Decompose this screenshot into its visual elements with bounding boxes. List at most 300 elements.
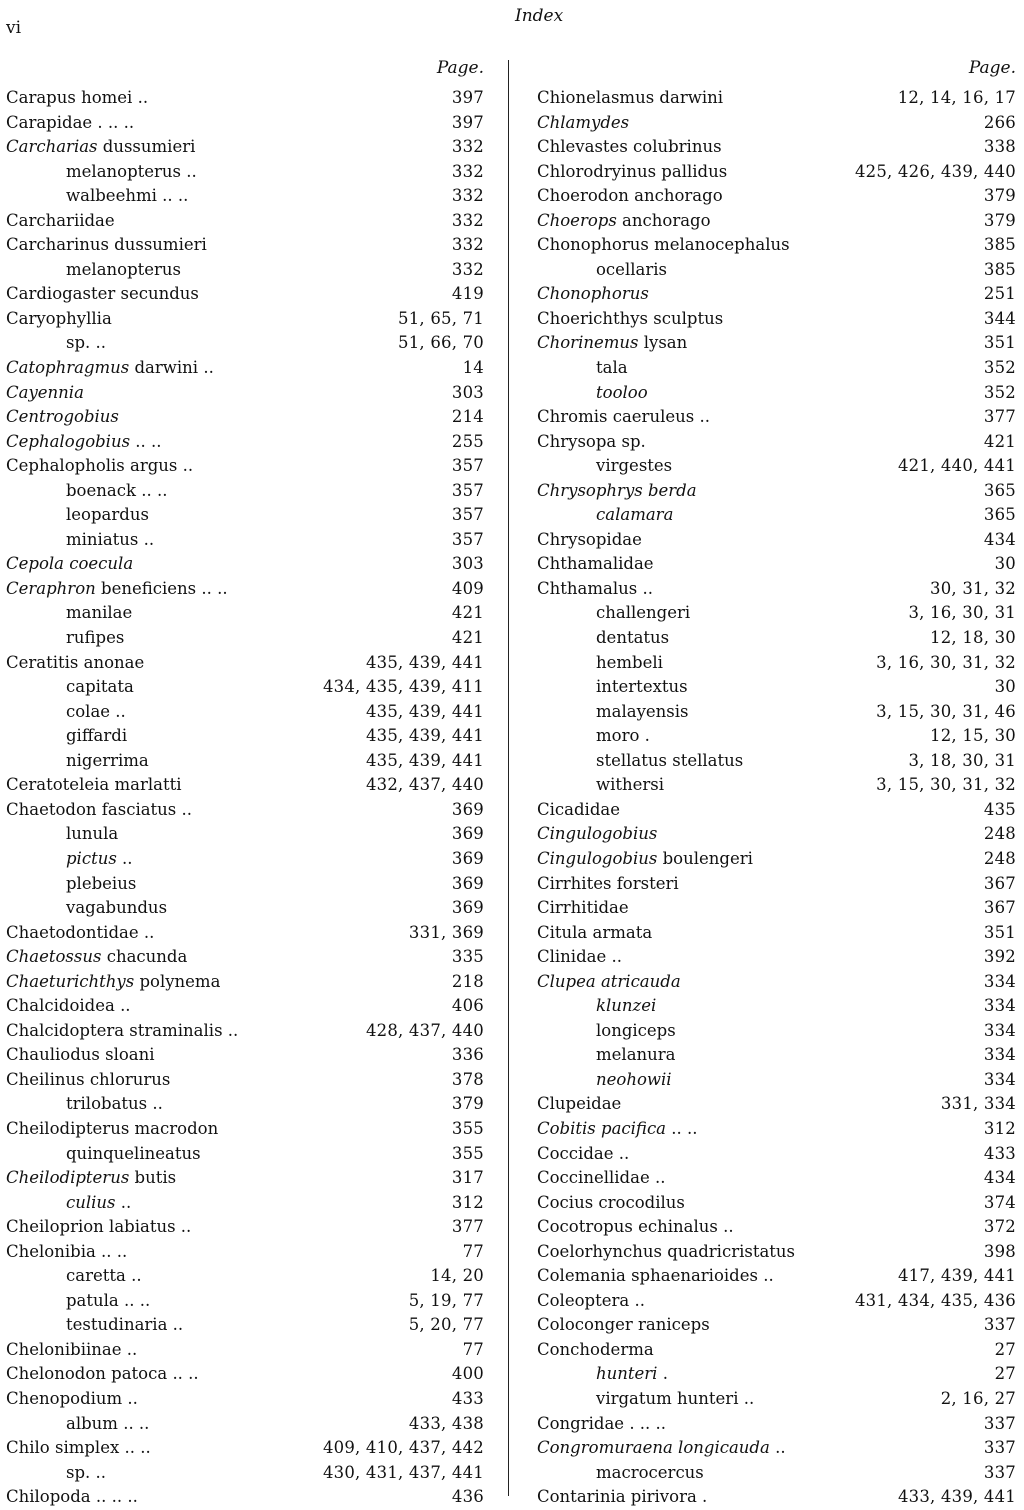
page-references: 421 bbox=[451, 603, 484, 623]
index-term bbox=[537, 552, 654, 577]
index-term bbox=[596, 1362, 668, 1387]
term-text: Chelonibiinae .. bbox=[6, 1339, 138, 1359]
page-references: 344 bbox=[983, 308, 1016, 328]
index-entry bbox=[530, 994, 1018, 1019]
page-references: 430, 431, 437, 441 bbox=[322, 1462, 484, 1482]
index-term bbox=[6, 577, 228, 602]
index-entry bbox=[530, 945, 1018, 970]
term-text: Chenopodium .. bbox=[6, 1388, 138, 1408]
index-term bbox=[537, 430, 646, 455]
index-term bbox=[596, 994, 656, 1019]
page-references: 369 bbox=[451, 848, 484, 868]
term-text: Contarinia pirivora . bbox=[537, 1487, 708, 1507]
term-text: sp. .. bbox=[66, 333, 107, 353]
index-entry bbox=[0, 405, 486, 430]
page-references: 428, 437, 440 bbox=[365, 1020, 484, 1040]
index-term bbox=[6, 430, 162, 455]
index-term bbox=[66, 1191, 131, 1216]
index-term bbox=[596, 1043, 676, 1068]
term-text: trilobatus .. bbox=[66, 1094, 163, 1114]
index-term bbox=[537, 528, 642, 553]
index-term bbox=[537, 1436, 786, 1461]
index-entry bbox=[530, 331, 1018, 356]
index-term bbox=[6, 454, 193, 479]
page-references: 14, 20 bbox=[430, 1266, 484, 1286]
index-entry bbox=[530, 847, 1018, 872]
page-references: 365 bbox=[983, 480, 1016, 500]
page-references: 434, 435, 439, 411 bbox=[322, 677, 484, 697]
index-entry bbox=[0, 1191, 486, 1216]
index-entry bbox=[0, 160, 486, 185]
index-entry-list bbox=[0, 86, 486, 1510]
index-entry bbox=[530, 454, 1018, 479]
term-text: Conchoderma bbox=[537, 1339, 654, 1359]
index-entry bbox=[530, 135, 1018, 160]
index-term bbox=[66, 258, 181, 283]
index-term bbox=[537, 847, 753, 872]
index-term bbox=[537, 577, 653, 602]
index-entry bbox=[0, 331, 486, 356]
index-entry bbox=[0, 1019, 486, 1044]
index-term bbox=[537, 331, 687, 356]
page-references: 248 bbox=[983, 824, 1016, 844]
page-references: 369 bbox=[451, 898, 484, 918]
page-references: 433, 438 bbox=[408, 1413, 484, 1433]
index-term bbox=[66, 1313, 183, 1338]
index-entry bbox=[0, 994, 486, 1019]
index-term bbox=[66, 872, 136, 897]
index-entry bbox=[0, 1142, 486, 1167]
index-entry bbox=[0, 945, 486, 970]
page-references: 334 bbox=[983, 1020, 1016, 1040]
index-entry bbox=[0, 1387, 486, 1412]
index-term bbox=[6, 233, 207, 258]
italic-name: Chorinemus bbox=[537, 333, 639, 353]
index-term bbox=[6, 1068, 170, 1093]
index-term bbox=[596, 454, 672, 479]
term-text: capitata bbox=[66, 677, 134, 697]
term-text: beneficiens .. .. bbox=[95, 578, 228, 598]
index-entry bbox=[0, 700, 486, 725]
index-entry bbox=[0, 111, 486, 136]
page-references: 352 bbox=[983, 358, 1016, 378]
index-term bbox=[537, 1338, 654, 1363]
index-entry bbox=[530, 1240, 1018, 1265]
page-references: 400 bbox=[451, 1364, 484, 1384]
index-entry bbox=[0, 1043, 486, 1068]
italic-name: culius bbox=[66, 1192, 116, 1212]
term-text: melanura bbox=[596, 1045, 676, 1065]
index-entry-list bbox=[530, 86, 1018, 1510]
index-term bbox=[537, 970, 681, 995]
index-term bbox=[6, 1387, 138, 1412]
term-text: vagabundus bbox=[66, 898, 168, 918]
index-entry bbox=[0, 282, 486, 307]
page-references: 30 bbox=[994, 554, 1016, 574]
page-references: 337 bbox=[983, 1413, 1016, 1433]
index-entry bbox=[0, 381, 486, 406]
index-term bbox=[596, 356, 628, 381]
index-entry bbox=[530, 1092, 1018, 1117]
index-entry bbox=[530, 1191, 1018, 1216]
page-references: 3, 15, 30, 31, 32 bbox=[876, 775, 1016, 795]
page-references: 332 bbox=[451, 259, 484, 279]
term-text: Chlevastes colubrinus bbox=[537, 137, 722, 157]
term-text: Coccidae .. bbox=[537, 1143, 630, 1163]
term-text: anchorago bbox=[616, 210, 711, 230]
page-references: 409 bbox=[451, 578, 484, 598]
index-entry bbox=[530, 1387, 1018, 1412]
term-text: Cirrhites forsteri bbox=[537, 873, 679, 893]
index-entry bbox=[0, 233, 486, 258]
page-references: 351 bbox=[983, 922, 1016, 942]
index-term bbox=[6, 135, 195, 160]
index-entry bbox=[0, 773, 486, 798]
index-entry bbox=[530, 356, 1018, 381]
term-text: Chonophorus melanocephalus bbox=[537, 235, 790, 255]
term-text: Chromis caeruleus .. bbox=[537, 407, 710, 427]
page-references: 385 bbox=[983, 235, 1016, 255]
term-text: Carapus homei .. bbox=[6, 88, 149, 107]
index-entry bbox=[0, 847, 486, 872]
page-references: 335 bbox=[451, 947, 484, 967]
term-text: lysan bbox=[638, 333, 688, 353]
page-references: 369 bbox=[451, 799, 484, 819]
term-text: stellatus stellatus bbox=[596, 750, 744, 770]
term-text: melanopterus bbox=[66, 259, 182, 279]
term-text: Caryophyllia bbox=[6, 308, 112, 328]
index-term bbox=[537, 945, 622, 970]
term-text: withersi bbox=[596, 775, 665, 795]
italic-name: Cheilodipterus bbox=[6, 1168, 130, 1188]
index-term bbox=[66, 724, 127, 749]
index-term bbox=[6, 921, 154, 946]
index-entry bbox=[530, 233, 1018, 258]
index-term bbox=[537, 1142, 629, 1167]
page-references: 421 bbox=[983, 431, 1016, 451]
term-text: intertextus bbox=[596, 677, 688, 697]
page-references: 435, 439, 441 bbox=[365, 701, 484, 721]
page-references: 334 bbox=[983, 971, 1016, 991]
index-term bbox=[66, 1092, 163, 1117]
index-term bbox=[66, 184, 188, 209]
term-text: Chrysopa sp. bbox=[537, 431, 646, 451]
index-term bbox=[537, 160, 727, 185]
index-entry bbox=[0, 724, 486, 749]
index-term bbox=[6, 1166, 176, 1191]
index-entry bbox=[530, 1436, 1018, 1461]
italic-name: Cingulogobius bbox=[537, 824, 658, 844]
index-term bbox=[66, 1289, 150, 1314]
index-term bbox=[537, 1191, 685, 1216]
term-text: Clinidae .. bbox=[537, 947, 622, 967]
index-term bbox=[66, 1264, 142, 1289]
term-text: Chelonibia .. .. bbox=[6, 1241, 128, 1261]
index-term bbox=[6, 381, 84, 406]
index-entry bbox=[0, 872, 486, 897]
page-references: 214 bbox=[451, 407, 484, 427]
index-term bbox=[596, 1019, 676, 1044]
index-entry bbox=[0, 1485, 486, 1510]
index-term bbox=[6, 1019, 238, 1044]
index-entry bbox=[0, 1338, 486, 1363]
index-entry bbox=[530, 700, 1018, 725]
page-references: 357 bbox=[451, 505, 484, 525]
page-references: 51, 65, 71 bbox=[398, 308, 484, 328]
page-references: 435, 439, 441 bbox=[365, 652, 484, 672]
italic-name: Cobitis pacifica bbox=[537, 1118, 667, 1138]
index-term bbox=[596, 1461, 704, 1486]
term-text: Chthamalus .. bbox=[537, 578, 653, 598]
term-text: Chthamalidae bbox=[537, 554, 654, 574]
index-term bbox=[537, 798, 620, 823]
index-entry bbox=[0, 430, 486, 455]
index-term bbox=[6, 405, 119, 430]
index-entry bbox=[0, 503, 486, 528]
page-references: 372 bbox=[983, 1217, 1016, 1237]
index-entry bbox=[0, 749, 486, 774]
index-term bbox=[537, 307, 723, 332]
index-term bbox=[66, 749, 149, 774]
index-term bbox=[537, 1240, 795, 1265]
italic-name: Cingulogobius bbox=[537, 848, 658, 868]
term-text: macrocercus bbox=[596, 1462, 704, 1482]
index-entry bbox=[530, 577, 1018, 602]
term-text: chacunda bbox=[101, 947, 188, 967]
index-term bbox=[6, 773, 182, 798]
index-term bbox=[596, 626, 669, 651]
index-entry bbox=[530, 503, 1018, 528]
index-entry bbox=[530, 1264, 1018, 1289]
page-references: 434 bbox=[983, 1168, 1016, 1188]
page-references: 432, 437, 440 bbox=[365, 775, 484, 795]
index-term bbox=[596, 381, 648, 406]
italic-name: pictus bbox=[66, 848, 117, 868]
index-entry bbox=[530, 626, 1018, 651]
italic-name: Cepola coecula bbox=[6, 554, 134, 574]
index-term bbox=[537, 1166, 665, 1191]
page-references: 337 bbox=[983, 1315, 1016, 1335]
index-entry bbox=[0, 1215, 486, 1240]
page-references: 12, 14, 16, 17 bbox=[897, 88, 1016, 107]
page-references: 5, 20, 77 bbox=[408, 1315, 484, 1335]
index-entry bbox=[0, 258, 486, 283]
page-references: 435 bbox=[983, 799, 1016, 819]
index-term bbox=[596, 258, 667, 283]
page-references: 312 bbox=[451, 1192, 484, 1212]
index-term bbox=[66, 700, 126, 725]
index-entry bbox=[530, 1068, 1018, 1093]
italic-name: Clupea atricauda bbox=[537, 971, 681, 991]
index-entry bbox=[0, 135, 486, 160]
index-term bbox=[537, 896, 629, 921]
term-text: Congridae . .. .. bbox=[537, 1413, 667, 1433]
index-entry bbox=[530, 1142, 1018, 1167]
term-text: Chrysopidae bbox=[537, 529, 642, 549]
term-text: butis bbox=[129, 1168, 177, 1188]
index-entry bbox=[0, 675, 486, 700]
index-entry bbox=[530, 1215, 1018, 1240]
term-text: challengeri bbox=[596, 603, 691, 623]
italic-name: Choerops bbox=[537, 210, 617, 230]
index-entry bbox=[0, 1436, 486, 1461]
term-text: Chalcidoidea .. bbox=[6, 996, 131, 1016]
term-text: malayensis bbox=[596, 701, 689, 721]
index-term bbox=[6, 1362, 199, 1387]
term-text: Cirrhitidae bbox=[537, 898, 629, 918]
index-term bbox=[66, 675, 134, 700]
page-references: 398 bbox=[983, 1241, 1016, 1261]
page-references: 303 bbox=[451, 382, 484, 402]
index-entry bbox=[530, 798, 1018, 823]
index-entry bbox=[530, 1313, 1018, 1338]
term-text: Chaetodontidae .. bbox=[6, 922, 155, 942]
index-entry bbox=[0, 552, 486, 577]
page-references: 77 bbox=[462, 1241, 484, 1261]
index-entry bbox=[0, 798, 486, 823]
index-entry bbox=[0, 1166, 486, 1191]
page-references: 351 bbox=[983, 333, 1016, 353]
term-text: miniatus .. bbox=[66, 529, 155, 549]
term-text: Chauliodus sloani bbox=[6, 1045, 155, 1065]
italic-name: Carcharias bbox=[6, 137, 98, 157]
index-entry bbox=[530, 749, 1018, 774]
term-text: Choerichthys sculptus bbox=[537, 308, 724, 328]
term-text: colae .. bbox=[66, 701, 126, 721]
index-entry bbox=[530, 405, 1018, 430]
page-references: 248 bbox=[983, 848, 1016, 868]
term-text: Chionelasmus darwini bbox=[537, 88, 724, 107]
index-term bbox=[6, 1240, 127, 1265]
term-text: darwini .. bbox=[129, 358, 214, 378]
index-entry bbox=[0, 479, 486, 504]
index-entry bbox=[0, 1092, 486, 1117]
index-term bbox=[6, 86, 148, 111]
page-references: 377 bbox=[983, 407, 1016, 427]
page-references: 421 bbox=[451, 628, 484, 648]
index-entry bbox=[530, 1043, 1018, 1068]
term-text: Coccinellidae .. bbox=[537, 1168, 666, 1188]
index-entry bbox=[0, 822, 486, 847]
page-references: 431, 434, 435, 436 bbox=[854, 1290, 1016, 1310]
italic-name: Chaetossus bbox=[6, 947, 102, 967]
page-references: 369 bbox=[451, 824, 484, 844]
index-term bbox=[6, 552, 133, 577]
running-head: Index bbox=[515, 6, 564, 26]
page-references: 218 bbox=[451, 971, 484, 991]
index-term bbox=[66, 1461, 106, 1486]
index-term bbox=[66, 1412, 149, 1437]
index-entry bbox=[530, 1019, 1018, 1044]
term-text: boenack .. .. bbox=[66, 480, 168, 500]
term-text: Carcharinus dussumieri bbox=[6, 235, 207, 255]
term-text: sp. .. bbox=[66, 1462, 107, 1482]
index-entry bbox=[530, 111, 1018, 136]
term-text: Ceratitis anonae bbox=[6, 652, 145, 672]
italic-name: Cayennia bbox=[6, 382, 84, 402]
page-references: 332 bbox=[451, 137, 484, 157]
index-entry bbox=[0, 1264, 486, 1289]
term-text: Carchariidae bbox=[6, 210, 115, 230]
index-entry bbox=[0, 86, 486, 111]
page-column-heading: Page. bbox=[436, 58, 484, 78]
italic-name: Chrysophrys berda bbox=[537, 480, 697, 500]
term-text: Chilopoda .. .. .. bbox=[6, 1487, 138, 1507]
index-term bbox=[6, 282, 199, 307]
index-term bbox=[6, 798, 192, 823]
index-entry bbox=[530, 479, 1018, 504]
page-references: 352 bbox=[983, 382, 1016, 402]
index-term bbox=[596, 1387, 754, 1412]
italic-name: neohowii bbox=[596, 1069, 672, 1089]
term-text: Chalcidoptera straminalis .. bbox=[6, 1020, 239, 1040]
page-references: 425, 426, 439, 440 bbox=[854, 161, 1016, 181]
term-text: lunula bbox=[66, 824, 119, 844]
term-text: polynema bbox=[134, 971, 221, 991]
page-references: 3, 18, 30, 31 bbox=[908, 750, 1016, 770]
term-text: Chilo simplex .. .. bbox=[6, 1438, 151, 1458]
index-term bbox=[537, 1215, 734, 1240]
page-references: 3, 16, 30, 31, 32 bbox=[876, 652, 1016, 672]
term-text: Cheilodipterus macrodon bbox=[6, 1118, 219, 1138]
index-entry bbox=[0, 1289, 486, 1314]
index-term bbox=[596, 675, 688, 700]
index-entry bbox=[530, 675, 1018, 700]
italic-name: Chlamydes bbox=[537, 112, 630, 132]
term-text: ocellaris bbox=[596, 259, 667, 279]
index-entry bbox=[0, 1461, 486, 1486]
index-term bbox=[537, 1264, 774, 1289]
index-entry bbox=[530, 651, 1018, 676]
index-entry bbox=[530, 1289, 1018, 1314]
term-text: melanopterus .. bbox=[66, 161, 197, 181]
index-term bbox=[537, 1313, 710, 1338]
index-term bbox=[6, 111, 134, 136]
index-term bbox=[6, 651, 144, 676]
index-entry bbox=[530, 773, 1018, 798]
index-term bbox=[537, 1412, 666, 1437]
term-text: Coloconger raniceps bbox=[537, 1315, 710, 1335]
page-references: 379 bbox=[983, 210, 1016, 230]
page-references: 369 bbox=[451, 873, 484, 893]
page-references: 303 bbox=[451, 554, 484, 574]
page-references: 433 bbox=[451, 1388, 484, 1408]
index-entry bbox=[530, 1362, 1018, 1387]
page-references: 334 bbox=[983, 1069, 1016, 1089]
term-text: leopardus bbox=[66, 505, 149, 525]
page-references: 266 bbox=[983, 112, 1016, 132]
index-term bbox=[596, 773, 664, 798]
term-text: giffardi bbox=[66, 726, 128, 746]
page-references: 30 bbox=[994, 677, 1016, 697]
index-entry bbox=[0, 651, 486, 676]
page-number: vi bbox=[6, 18, 22, 38]
page-references: 435, 439, 441 bbox=[365, 726, 484, 746]
index-term bbox=[537, 1485, 707, 1510]
index-entry bbox=[530, 601, 1018, 626]
italic-name: Chonophorus bbox=[537, 284, 649, 304]
index-entry bbox=[0, 970, 486, 995]
index-entry bbox=[0, 601, 486, 626]
index-entry bbox=[530, 381, 1018, 406]
italic-name: tooloo bbox=[596, 382, 648, 402]
term-text: .. bbox=[115, 1192, 132, 1212]
index-entry bbox=[530, 921, 1018, 946]
term-text: quinquelineatus bbox=[66, 1143, 201, 1163]
term-text: .. .. bbox=[666, 1118, 698, 1138]
term-text: manilae bbox=[66, 603, 133, 623]
page-references: 337 bbox=[983, 1438, 1016, 1458]
